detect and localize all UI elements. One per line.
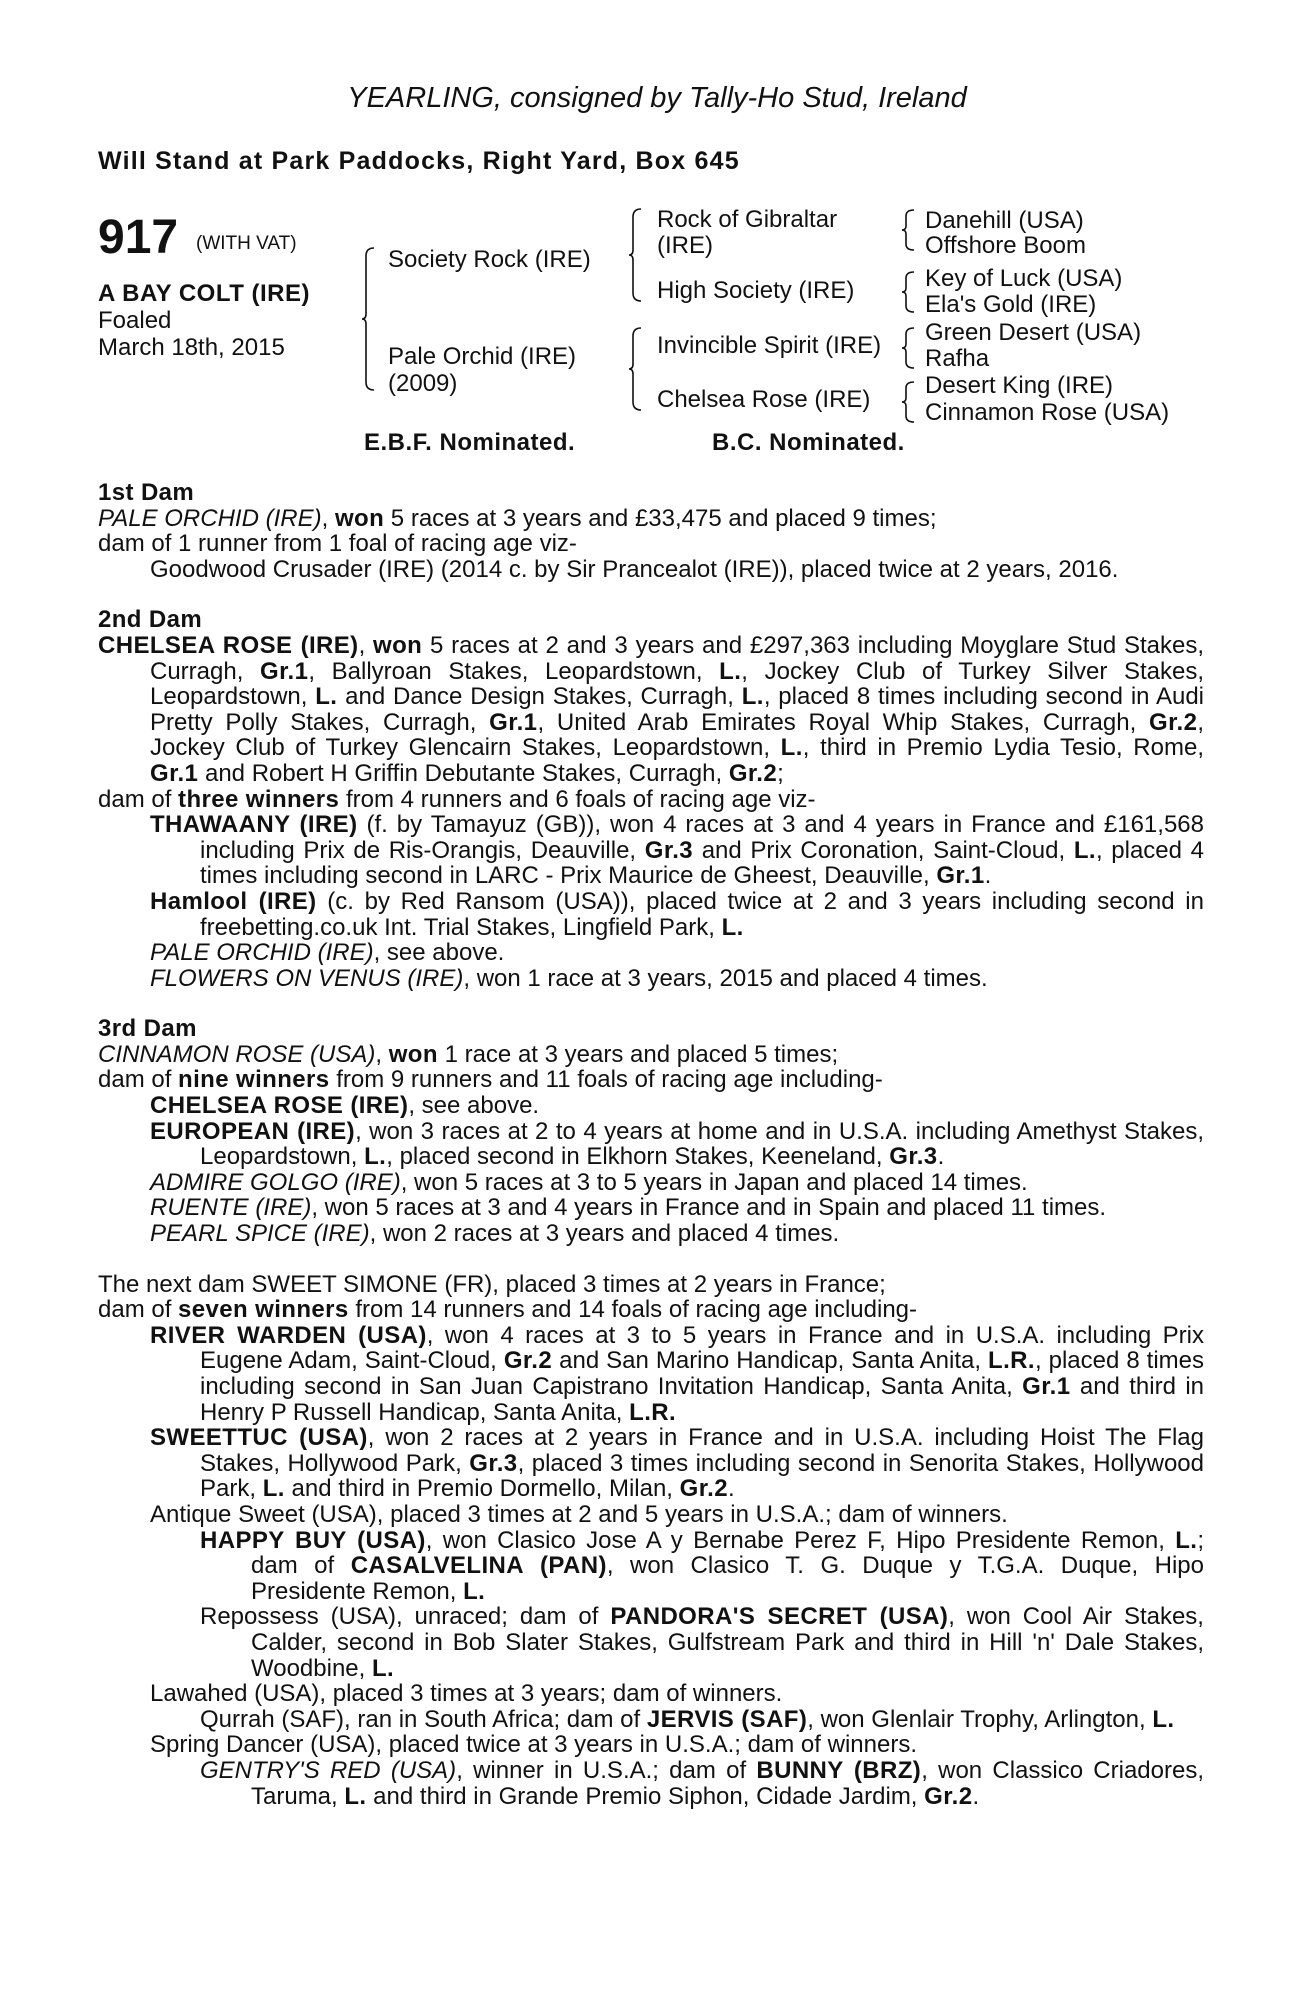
dam-name: Pale Orchid (IRE) (388, 343, 577, 370)
pedigree-bracket-ggp-2 (902, 270, 916, 314)
bold-text: EUROPEAN (IRE) (150, 1117, 356, 1145)
bold-text: nine winners (178, 1066, 330, 1094)
produce-entry (98, 1195, 1204, 1221)
text-run: , (321, 504, 335, 532)
italic-text: FLOWERS ON VENUS (IRE) (150, 964, 464, 992)
text-run: ; (777, 759, 784, 787)
second-dam-record (98, 633, 1204, 787)
text-run: and Dance Design Stakes, Curragh, (337, 683, 742, 711)
bold-text: L. (1073, 836, 1096, 864)
produce-entry (98, 1732, 1204, 1758)
bold-text: Gr.2 (924, 1782, 973, 1810)
text-run: , winner in U.S.A.; dam of (456, 1756, 757, 1784)
sire-name: Society Rock (IRE) (388, 246, 591, 273)
dam-dam-name: Chelsea Rose (IRE) (657, 386, 871, 413)
bold-text: RIVER WARDEN (USA) (150, 1321, 427, 1349)
text-run: from 4 runners and 6 foals of racing age viz- (339, 785, 816, 813)
bold-text: seven winners (178, 1296, 349, 1324)
dam-year: (2009) (388, 370, 458, 397)
bold-text: Gr.2 (503, 1347, 553, 1375)
text-run: Lawahed (USA), placed 3 times at 3 years; dam of winners. (150, 1680, 783, 1708)
text-run: and third in Henry P Russell Handicap, Santa Anita, (200, 1373, 1204, 1426)
dam-sire-name: Invincible Spirit (IRE) (657, 332, 882, 359)
produce-entry (98, 966, 1204, 992)
text-run: and Prix Coronation, Saint-Cloud, (693, 836, 1074, 864)
text-run: , Ballyroan Stakes, Leopardstown, (308, 657, 720, 685)
first-dam-produce-list (98, 557, 1204, 583)
pedigree-bracket-ggp-4 (902, 380, 916, 424)
text-run: , won 5 races at 3 and 4 years in France and in Spain and placed 11 times. (311, 1194, 1107, 1222)
ebf-nomination: E.B.F. Nominated. (364, 429, 576, 456)
text-run: , won Clasico T. G. Duque y T.G.A. Duque, Hipo Presidente Remon, (251, 1552, 1205, 1605)
produce-entry (98, 1425, 1204, 1502)
bold-text: L. (1152, 1705, 1175, 1733)
text-run: , see above. (408, 1092, 540, 1120)
pedigree-bracket-dam (629, 326, 643, 412)
text-run: , placed 8 times including second in Audi Pretty Polly Stakes, Curragh, (150, 683, 1205, 736)
text-run: , Jockey Club of Turkey Silver Stakes, Leopardstown, (150, 657, 1205, 711)
bold-text: L. (371, 1654, 395, 1682)
text-run: , placed 4 times including second in LARC - Prix Maurice de Gheest, Deauville, (200, 836, 1204, 890)
ggp-name: Ela's Gold (IRE) (925, 291, 1097, 318)
text-run: , Jockey Club of Turkey Glencairn Stakes, Leopardstown, (150, 708, 1204, 762)
sire-dam-name: High Society (IRE) (657, 277, 855, 304)
lot-description: A BAY COLT (IRE) (98, 280, 311, 307)
text-run: , won Glenlair Trophy, Arlington, (807, 1705, 1153, 1733)
pedigree-bracket-ggp-1 (902, 208, 916, 252)
text-run: , won 1 race at 3 years, 2015 and placed 4 times. (463, 964, 988, 992)
pedigree-bracket-sire (629, 207, 643, 303)
bold-text: Hamlool (IRE) (150, 887, 317, 915)
stand-location: Will Stand at Park Paddocks, Right Yard, Box 645 (98, 147, 740, 175)
produce-subentry (98, 1758, 1204, 1809)
second-dam-heading: 2nd Dam (98, 606, 203, 634)
text-run: dam of 1 runner from 1 foal of racing age viz- (98, 530, 577, 558)
vat-note: (WITH VAT) (196, 233, 297, 254)
text-run: dam of (98, 1066, 179, 1094)
bold-text: L.R. (629, 1398, 677, 1426)
text-run: , won 3 races at 2 to 4 years at home and in U.S.A. including Amethyst Stakes, Leopardstown, (200, 1117, 1204, 1171)
produce-entry (98, 1221, 1204, 1247)
text-run: from 14 runners and 14 foals of racing age including- (348, 1296, 918, 1324)
produce-subentry (98, 1604, 1204, 1681)
text-run: , won 2 races at 3 years and placed 4 times. (369, 1220, 840, 1248)
text-run: 5 races at 2 and 3 years and £297,363 including Moyglare Stud Stakes, Curragh, (150, 631, 1204, 685)
bold-text: Gr.3 (469, 1449, 518, 1477)
first-dam-heading: 1st Dam (98, 479, 195, 506)
produce-entry (98, 889, 1204, 940)
third-dam-produce-intro (98, 1067, 1204, 1093)
produce-record (98, 480, 1204, 1809)
lot-number: 917 (98, 211, 179, 264)
text-run: Goodwood Crusader (IRE) (2014 c. by Sir Prancealot (IRE)), placed twice at 2 years, 2016. (150, 555, 1119, 583)
ggp-name: Green Desert (USA) (925, 319, 1142, 346)
ggp-name: Danehill (USA) (925, 207, 1084, 234)
text-run: The next dam SWEET SIMONE (FR), placed 3 times at 2 years in France; (98, 1270, 886, 1298)
bold-text: THAWAANY (IRE) (150, 811, 358, 839)
bold-text: L. (315, 683, 338, 711)
bold-text: Gr.1 (1022, 1373, 1071, 1400)
ggp-name: Key of Luck (USA) (925, 265, 1123, 292)
text-run: , see above. (373, 939, 505, 967)
text-run: dam of (98, 1296, 179, 1324)
produce-entry (98, 1681, 1204, 1707)
bold-text: L.R. (988, 1347, 1035, 1375)
text-run: . (937, 1143, 945, 1171)
italic-text: ADMIRE GOLGO (IRE) (150, 1168, 401, 1196)
text-run: . (984, 862, 992, 890)
produce-entry (98, 812, 1204, 889)
bold-text: won (388, 1040, 438, 1068)
text-run: Spring Dancer (USA), placed twice at 3 years in U.S.A.; dam of winners. (150, 1731, 917, 1759)
bold-text: L. (344, 1782, 367, 1810)
produce-entry (98, 557, 1204, 583)
bold-text: CHELSEA ROSE (IRE) (150, 1092, 409, 1120)
text-run: Antique Sweet (USA), placed 3 times at 2 and 5 years in U.S.A.; dam of winners. (150, 1500, 1008, 1528)
text-run: , United Arab Emirates Royal Whip Stakes, Curragh, (537, 708, 1150, 736)
next-dam-summary (98, 1272, 1204, 1298)
bold-text: Gr.1 (936, 862, 985, 890)
bold-text: SWEETTUC (USA) (150, 1424, 368, 1452)
text-run: , (358, 631, 374, 659)
italic-text: PEARL SPICE (IRE) (150, 1220, 370, 1248)
text-run: . (972, 1782, 980, 1810)
text-run: and third in Grande Premio Siphon, Cidade Jardim, (366, 1782, 925, 1810)
text-run: (f. by Tamayuz (GB)), won 4 races at 3 and 4 years in France and £161,568 including Prix de Ris-Orangis, Deauville, (200, 811, 1204, 864)
bold-text: won (373, 631, 423, 659)
italic-text: GENTRY'S RED (USA) (200, 1756, 457, 1784)
bc-nomination: B.C. Nominated. (712, 429, 905, 456)
text-run: and third in Premio Dormello, Milan, (284, 1475, 680, 1503)
text-run: 1 race at 3 years and placed 5 times; (437, 1040, 839, 1068)
text-run: 5 races at 3 years and £33,475 and placed 9 times; (384, 504, 937, 532)
bold-text: Gr.1 (150, 759, 199, 787)
bold-text: PANDORA'S SECRET (USA) (610, 1603, 949, 1631)
produce-subentry (98, 1707, 1204, 1733)
bold-text: Gr.2 (679, 1475, 728, 1503)
text-run: . (727, 1475, 735, 1503)
ggp-name: Rafha (925, 345, 990, 372)
ggp-name: Cinnamon Rose (USA) (925, 399, 1170, 426)
first-dam-produce-intro (98, 531, 1204, 557)
ggp-name: Desert King (IRE) (925, 372, 1114, 399)
text-run: , placed 3 times including second in Senorita Stakes, Hollywood Park, (200, 1449, 1204, 1503)
bold-text: L. (463, 1577, 486, 1605)
text-run: (c. by Red Ransom (USA)), placed twice at 2 and 3 years including second in freebetting.co.uk Int. Trial Stakes, Lingfield Park, (200, 887, 1204, 941)
bold-text: L. (741, 683, 764, 711)
bold-text: L. (262, 1475, 285, 1503)
pedigree-bracket-ggp-3 (902, 326, 916, 370)
bold-text: L. (1175, 1526, 1198, 1554)
produce-entry (98, 1093, 1204, 1119)
bold-text: L. (780, 734, 803, 762)
text-run: , won Clasico Jose A y Bernabe Perez F, Hipo Presidente Remon, (425, 1526, 1176, 1554)
italic-text: PALE ORCHID (IRE) (98, 504, 322, 532)
second-dam-produce-intro (98, 787, 1204, 813)
produce-entry (98, 940, 1204, 966)
italic-text: RUENTE (IRE) (150, 1194, 312, 1222)
bold-text: L. (721, 913, 744, 941)
bold-text: won (334, 504, 385, 532)
text-run: , won 5 races at 3 to 5 years in Japan and placed 14 times. (400, 1168, 1028, 1196)
foaled-label: Foaled (98, 307, 172, 334)
third-dam-heading: 3rd Dam (98, 1015, 197, 1043)
text-run: Qurrah (SAF), ran in South Africa; dam of (200, 1705, 647, 1733)
sire-sire-name: Rock of Gibraltar (657, 206, 838, 233)
bold-text: L. (364, 1143, 387, 1171)
next-dam-produce-intro (98, 1297, 1204, 1323)
pedigree-bracket-main (362, 246, 376, 392)
text-run: , placed second in Elkhorn Stakes, Keeneland, (386, 1143, 890, 1171)
text-run: , placed 8 times including second in San Juan Capistrano Invitation Handicap, Santa Anita, (200, 1347, 1204, 1400)
bold-text: BUNNY (BRZ) (756, 1756, 922, 1784)
italic-text: CINNAMON ROSE (USA) (98, 1040, 376, 1068)
text-run: , won Cool Air Stakes, Calder, second in Bob Slater Stakes, Gulfstream Park and third in Hill 'n' Dale Stakes, Woodbine, (251, 1603, 1204, 1682)
bold-text: Gr.1 (489, 708, 538, 736)
text-run: , third in Premio Lydia Tesio, Rome, (802, 734, 1204, 762)
text-run: dam of (98, 785, 179, 813)
produce-entry (98, 1323, 1204, 1425)
ggp-name: Offshore Boom (925, 232, 1086, 259)
text-run: and Robert H Griffin Debutante Stakes, Curragh, (198, 759, 729, 787)
produce-entry (98, 1170, 1204, 1196)
produce-entry (98, 1502, 1204, 1528)
bold-text: Gr.2 (1149, 708, 1198, 736)
bold-text: Gr.1 (260, 657, 309, 685)
text-run: Repossess (USA), unraced; dam of (200, 1603, 611, 1631)
third-dam-summary (98, 1042, 1204, 1068)
third-dam-produce-list (98, 1093, 1204, 1247)
text-run: , won 2 races at 2 years in France and in U.S.A. including Hoist The Flag Stakes, Hollywood Park, (200, 1424, 1204, 1477)
bold-text: CASALVELINA (PAN) (350, 1552, 607, 1580)
text-run: and San Marino Handicap, Santa Anita, (552, 1347, 989, 1375)
bold-text: Gr.3 (889, 1143, 938, 1171)
text-run: ; dam of (251, 1526, 1204, 1580)
sire-sire-suffix: (IRE) (657, 232, 713, 259)
first-dam-summary (98, 506, 1204, 532)
bold-text: three winners (178, 785, 340, 813)
bold-text: HAPPY BUY (USA) (200, 1526, 426, 1554)
italic-text: PALE ORCHID (IRE) (150, 939, 374, 967)
page-title: YEARLING, consigned by Tally-Ho Stud, Ireland (347, 82, 967, 114)
bold-text: Gr.3 (644, 836, 694, 864)
second-dam-produce-list (98, 812, 1204, 991)
bold-text: L. (719, 657, 742, 685)
text-run: , won 4 races at 3 to 5 years in France and in U.S.A. including Prix Eugene Adam, Saint-Cloud, (200, 1321, 1204, 1375)
bold-text: CHELSEA ROSE (IRE) (98, 631, 359, 659)
foaled-date: March 18th, 2015 (98, 334, 285, 361)
text-run: , won Classico Criadores, Taruma, (251, 1756, 1205, 1810)
produce-subentry (98, 1528, 1204, 1605)
bold-text: JERVIS (SAF) (646, 1705, 808, 1733)
produce-entry (98, 1119, 1204, 1170)
bold-text: Gr.2 (728, 759, 778, 787)
text-run: , (375, 1040, 389, 1068)
next-dam-produce-list (98, 1323, 1204, 1809)
text-run: from 9 runners and 11 foals of racing age including- (329, 1066, 883, 1094)
